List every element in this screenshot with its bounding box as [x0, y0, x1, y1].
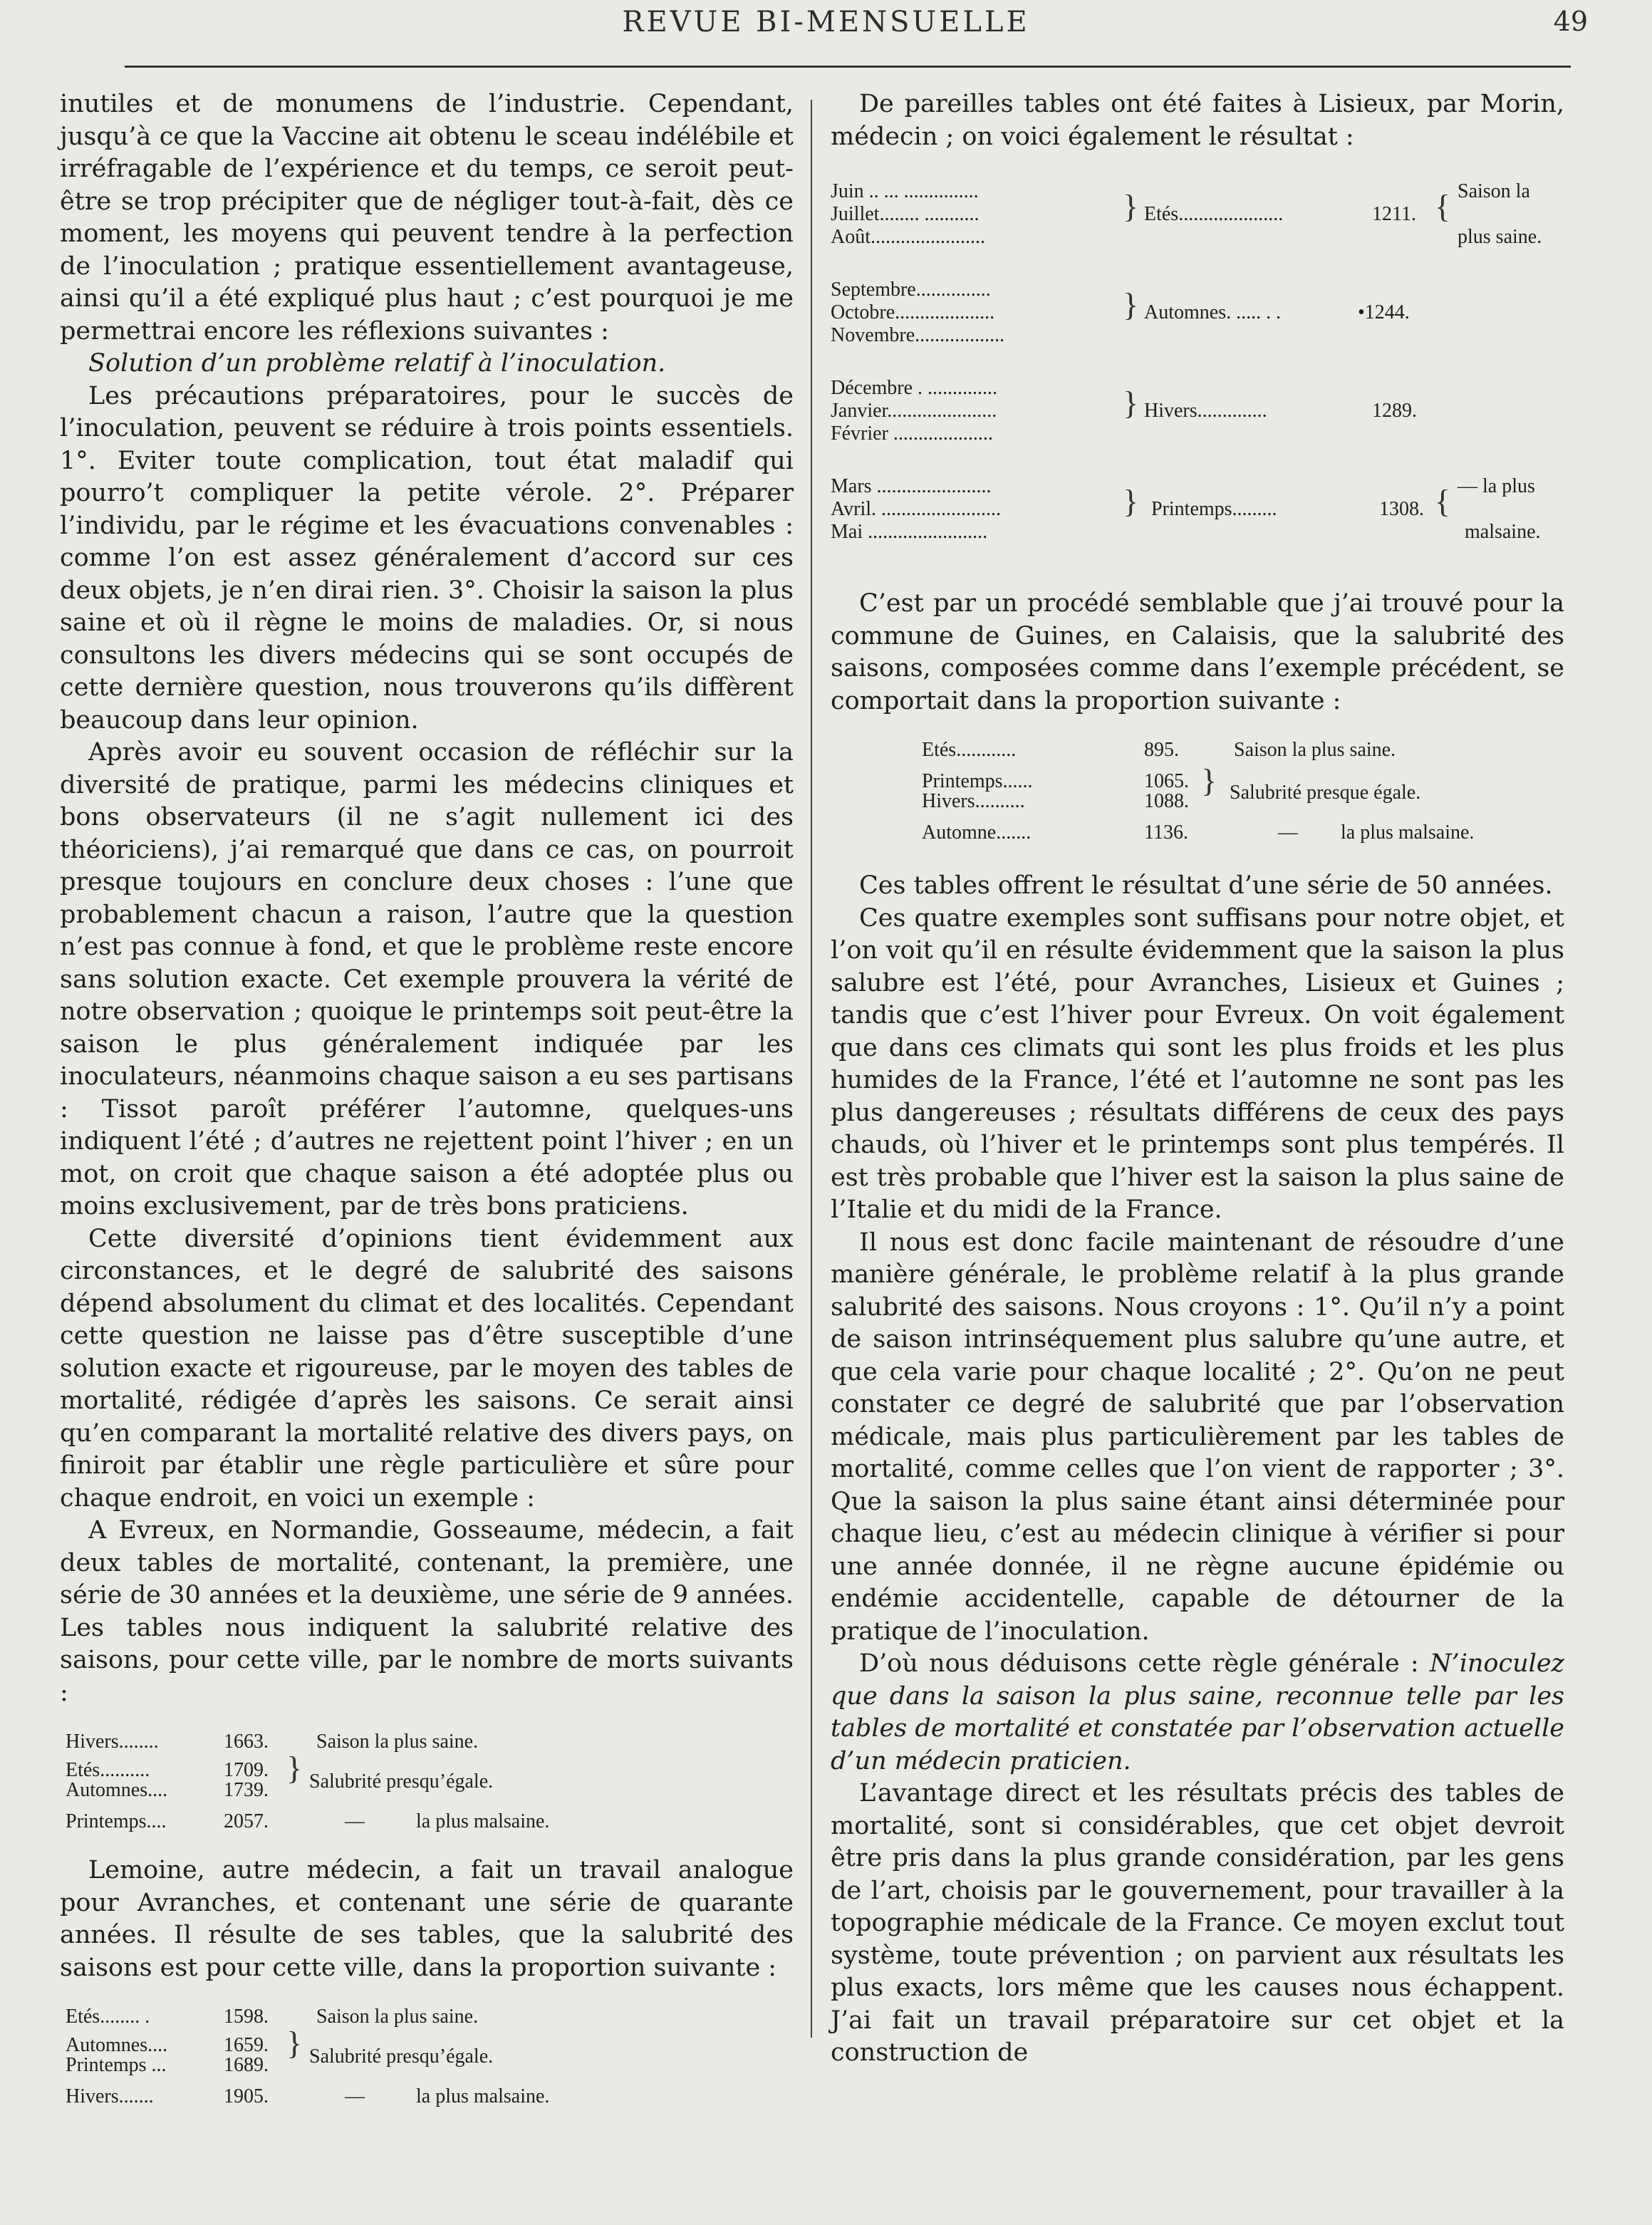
table-note: malsaine.	[1465, 521, 1541, 543]
section-heading: Solution d’un problème relatif à l’inoculation.	[88, 349, 666, 378]
brace-glyph: }	[1123, 286, 1139, 323]
table-season: Hivers..............	[1144, 400, 1267, 422]
table-note: Saison la plus saine.	[316, 1731, 479, 1753]
mortality-table-guines	[831, 736, 1564, 856]
table-value: 1308.	[1379, 498, 1424, 520]
table-note: Saison la plus saine.	[316, 2006, 479, 2028]
table-note: Saison la	[1458, 180, 1530, 202]
paragraph: Les précautions préparatoires, pour le succès de l’inoculation, peuvent se réduire à trois points essentiels. 1°. Eviter toute complication, tout état maladif qui pourro’t compliquer la petite vérole. 2°. Préparer l’individu, par le régime et les évacuations convenables : comme l’on est assez généralement d’accord sur ces deux objets, je n’en dirai rien. 3°. Choisir la saison la plus saine et où il règne le moins de maladies. Or, si nous consultons les divers médecins qui se sont occupés de cette dernière question, nous trouverons qu’ils diffèrent beaucoup dans leur opinion.	[60, 381, 794, 735]
table-value: 1598.	[224, 2006, 269, 2028]
brace-glyph: {	[1435, 483, 1451, 519]
month: Août.......................	[831, 226, 985, 248]
paragraph: Après avoir eu souvent occasion de réfléchir sur la diversité de pratique, parmi les médecins cliniques et bons observateurs (il ne s’agit nullement ici des théoriciens), j’ai remarqué que dans ce cas, on pourroit presque toujours en conclure deux choses : l’une que probablement chacun a raison, l’autre que la question n’est pas connue à fond, et que le problème reste encore sans solution exacte. Cet exemple prouvera la vérité de notre observation ; quoique le printemps soit peut-être la saison le plus généralement indiquée par les inoculateurs, néanmoins chaque saison a eu ses partisans : Tissot paroît préférer l’automne, quelques-uns indiquent l’été ; d’autres ne rejettent point l’hiver ; en un mot, on croit que chaque saison a été adoptée plus ou moins exclusivement, par de très bons praticiens.	[60, 738, 794, 1220]
table-note: la plus malsaine.	[416, 1810, 550, 1832]
mortality-table-lisieux	[831, 173, 1564, 572]
column-divider	[811, 100, 812, 2038]
paragraph: Lemoine, autre médecin, a fait un travail analogue pour Avranches, et contenant une série de quarante années. Il résulte de ses tables, que la salubrité des saisons est pour cette ville, dans la proportion suivante :	[60, 1856, 794, 1982]
month: Janvier......................	[831, 400, 997, 422]
month: Mars .......................	[831, 475, 992, 497]
table-note: — la plus	[1458, 475, 1535, 497]
table-note: plus saine.	[1458, 226, 1542, 248]
brace-glyph: {	[1435, 188, 1451, 224]
table-season: Automnes....	[66, 1779, 168, 1801]
table-row	[831, 821, 1564, 844]
month: Juin .. ... ...............	[831, 180, 979, 202]
table-season: Etés..........	[66, 1759, 150, 1781]
header-rule	[125, 66, 1571, 68]
table-row	[60, 2006, 794, 2028]
month: Février ....................	[831, 422, 993, 445]
table-note: Salubrité presque égale.	[1230, 782, 1421, 804]
month: Novembre..................	[831, 324, 1005, 346]
table-value: •1244.	[1358, 301, 1410, 323]
table-row	[831, 739, 1564, 762]
table-row	[60, 2085, 794, 2108]
table-row	[60, 1731, 794, 1753]
table-row	[60, 1810, 794, 1833]
table-dash: —	[345, 2085, 365, 2107]
table-season: Hivers..........	[922, 790, 1025, 812]
table-value: 1905.	[224, 2085, 269, 2107]
mortality-table-evreux	[60, 1726, 794, 1840]
table-value: 1709.	[224, 1759, 269, 1781]
table-note: Salubrité presqu’égale.	[309, 2045, 494, 2068]
month: Décembre . ..............	[831, 377, 998, 399]
paragraph: De pareilles tables ont été faites à Lisieux, par Morin, médecin ; on voici également le résultat :	[831, 90, 1564, 151]
table-value: 1663.	[224, 1731, 269, 1753]
table-value: 1088.	[1144, 790, 1189, 812]
table-value: 1659.	[224, 2034, 269, 2056]
table-value: 1739.	[224, 1779, 269, 1801]
brace-glyph: }	[1201, 762, 1217, 799]
right-column	[831, 88, 1564, 2070]
brace-glyph: }	[1123, 385, 1139, 421]
table-row	[60, 1779, 794, 1802]
table-season: Printemps.........	[1151, 498, 1277, 520]
month: Juillet........ ...........	[831, 203, 980, 225]
month: Avril. ........................	[831, 498, 1002, 520]
table-value: 1289.	[1372, 400, 1417, 422]
rule-lead: D’où nous déduisons cette règle générale :	[859, 1649, 1430, 1678]
paragraph: L’avantage direct et les résultats précis des tables de mortalité, sont si considérables, que cet objet devroit être pris dans la plus grande considération, par les gens de l’art, choisis par le gouvernement, pour travailler à la topographie médicale de la France. Ce moyen exclut tout système, toute prévention ; on parvient aux résultats les plus exacts, lors même que les causes nous échappent. J’ai fait un travail préparatoire sur cet objet et la construction de	[831, 1779, 1564, 2067]
table-value: 1689.	[224, 2054, 269, 2076]
paragraph: Il nous est donc facile maintenant de résoudre d’une manière générale, le problème relatif à la plus grande salubrité des saisons. Nous croyons : 1°. Qu’il n’y a point de saison intrinséquement plus salubre qu’une autre, et que cela varie pour chaque localité ; 2°. Qu’on ne peut constater ce degré de salubrité que par l’observation médicale, mais plus particulièrement par les tables de mortalité, comme celles que l’on vient de rapporter ; 3°. Que la saison la plus saine étant ainsi déterminée pour chaque lieu, c’est au médecin clinique à vérifier si pour une année donnée, il ne règne aucune épidémie ou endémie accidentelle, capable de détourner de la pratique de l’inoculation.	[831, 1228, 1564, 1646]
table-season: Printemps....	[66, 1810, 167, 1832]
table-note: Salubrité presqu’égale.	[309, 1770, 494, 1793]
brace-glyph: }	[286, 2025, 303, 2061]
paragraph: Cette diversité d’opinions tient évidemment aux circonstances, et le degré de salubrité des saisons dépend absolument du climat et des localités. Cependant cette question ne laisse pas d’être susceptible d’une solution exacte et rigoureuse, par le moyen des tables de mortalité, rédigée d’après les saisons. Ce serait ainsi qu’en comparant la mortalité relative des divers pays, on finiroit par établir une règle particulière et sûre pour chaque endroit, en voici un exemple :	[60, 1224, 794, 1513]
table-season: Etés............	[922, 739, 1017, 761]
table-season: Etés........ .	[66, 2006, 150, 2028]
paragraph	[831, 1648, 1564, 1778]
month: Octobre....................	[831, 301, 995, 323]
table-row	[831, 790, 1564, 813]
table-note: la plus malsaine.	[416, 2085, 550, 2107]
table-value: 1136.	[1144, 821, 1188, 844]
table-season: Automnes. ..... . .	[1144, 301, 1282, 323]
left-column	[60, 88, 794, 2115]
month: Septembre...............	[831, 279, 991, 301]
table-season: Automnes....	[66, 2034, 168, 2056]
table-note: la plus malsaine.	[1341, 821, 1475, 844]
mortality-table-avranches	[60, 2001, 794, 2115]
brace-glyph: }	[1123, 188, 1139, 224]
paragraph: inutiles et de monumens de l’industrie. Cependant, jusqu’à ce que la Vaccine ait obtenu le sceau indélébile et irréfragable de l’expérience et du temps, ce seroit peut-être se trop précipiter que de négliger tout-à-fait, dès ce moment, les moyens qui peuvent tendre à la perfection de l’inoculation ; pratique essentiellement avantageuse, ainsi qu’il a été expliqué plus haut ; c’est pourquoi je me permettrai encore les réflexions suivantes :	[60, 90, 794, 346]
table-season: Hivers........	[66, 1731, 159, 1753]
paragraph: Ces tables offrent le résultat d’une série de 50 années.	[859, 871, 1553, 900]
paragraph: Ces quatre exemples sont suffisans pour notre objet, et l’on voit qu’il en résulte évidemment que la saison la plus salubre est l’été, pour Avranches, Lisieux et Guines ; tandis que c’est l’hiver pour Evreux. On voit également que dans ces climats qui sont les plus froids et les plus humides de la France, l’été et l’automne ne sont pas les plus dangereuses ; résultats différens de ceux des pays chauds, où l’hiver et le printemps sont plus tempérés. Il est très probable que l’hiver est la saison la plus saine de l’Italie et du midi de la France.	[831, 903, 1564, 1224]
table-value: 2057.	[224, 1810, 269, 1832]
brace-glyph: }	[286, 1750, 303, 1786]
page-number: 49	[1553, 6, 1588, 37]
table-value: 1211.	[1372, 203, 1416, 225]
table-row	[60, 2054, 794, 2077]
table-season: Printemps ...	[66, 2054, 167, 2076]
table-value: 895.	[1144, 739, 1179, 761]
paragraph: C’est par un procédé semblable que j’ai trouvé pour la commune de Guines, en Calaisis, que la salubrité des saisons, composées comme dans l’exemple précédent, se comportait dans la proportion suivante :	[831, 589, 1564, 715]
running-header: REVUE BI-MENSUELLE	[622, 6, 1030, 38]
paragraph: A Evreux, en Normandie, Gosseaume, médecin, a fait deux tables de mortalité, contenant, la première, une série de 30 années et la deuxième, une série de 9 années. Les tables nous indiquent la salubrité relative des saisons, pour cette ville, par le nombre de morts suivants :	[60, 1516, 794, 1707]
table-note: Saison la plus saine.	[1234, 739, 1396, 761]
table-dash: —	[345, 1810, 365, 1832]
table-season: Printemps......	[922, 770, 1033, 792]
table-season: Hivers.......	[66, 2085, 154, 2107]
table-season: Automne.......	[922, 821, 1032, 844]
month: Mai ........................	[831, 521, 988, 543]
table-dash: —	[1278, 821, 1298, 844]
table-value: 1065.	[1144, 770, 1189, 792]
general-rule: N’inoculez que dans la saison la plus saine, reconnue telle par les tables de mortalité et constatée par l’observation actuelle d’un médecin praticien.	[831, 1649, 1564, 1775]
table-season: Etés.....................	[1144, 203, 1284, 225]
brace-glyph: }	[1123, 483, 1139, 519]
